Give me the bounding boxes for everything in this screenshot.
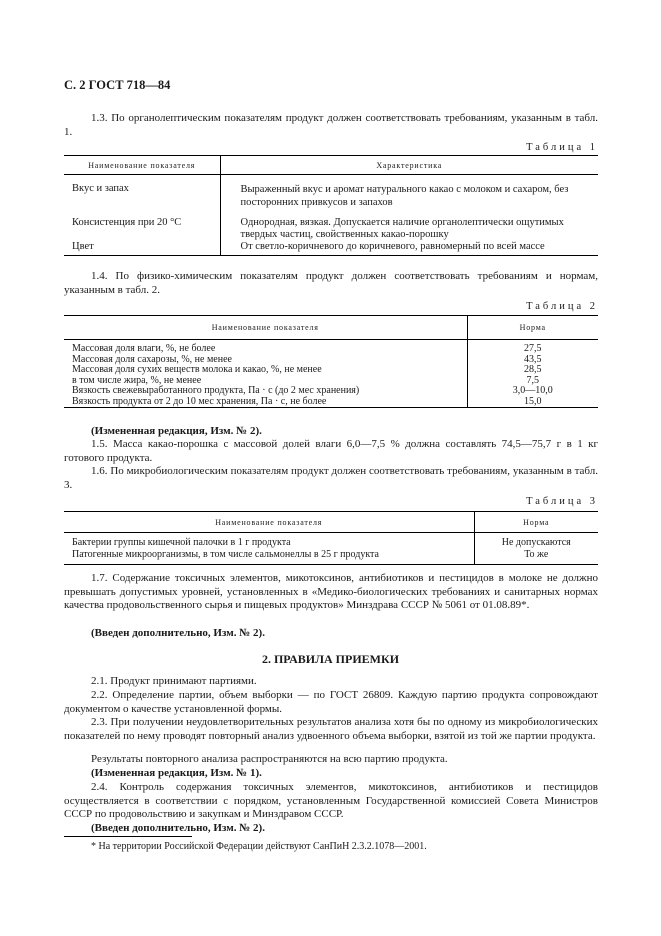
table3-header-name: Наименование показателя <box>215 517 323 527</box>
section-2-title: 2. ПРАВИЛА ПРИЕМКИ <box>261 652 400 666</box>
table2-header-value: Норма <box>467 316 598 340</box>
table1-header-name: Наименование показателя <box>88 160 196 170</box>
table3 <box>64 511 598 565</box>
paragraph-1-6: 1.6. По микробиологическим показателям продукт должен соответствовать требованиям, указанным в табл. 3. <box>64 465 598 491</box>
paragraph-1-3: 1.3. По органолептическим показателям продукт должен соответствовать требованиям, указанным в табл. 1. <box>64 112 598 138</box>
table1-row-value: От светло-коричневого до коричневого, равномерный по всей массе <box>220 241 598 256</box>
table2-row-value: 28,5 <box>467 365 598 376</box>
added-note: (Введен дополнительно, Изм. № 2). <box>91 822 265 834</box>
table2-header-name: Наименование показателя <box>211 323 319 332</box>
table3-caption: Таблица 3 <box>526 496 598 507</box>
table1-header-value: Характеристика <box>220 156 598 175</box>
paragraph-2-2: 2.2. Определение партии, объем выборки — по ГОСТ 26809. Каждую партию продукта сопровождают документом о качестве установленной формы. <box>64 689 598 715</box>
table3-row-value: Не допускаются <box>474 533 598 550</box>
paragraph-1-5: 1.5. Масса какао-порошка с массовой долей влаги 6,0—7,5 % должна составлять 74,5—75,7 г в 1 кг готового продукта. <box>64 438 598 464</box>
table2-row-name: в том числе жира, %, не менее <box>72 374 202 386</box>
table1 <box>64 155 598 256</box>
table2-caption: Таблица 2 <box>526 301 598 312</box>
table2-row-name: Вязкость свежевыработанного продукта, Па · с (до 2 мес хранения) <box>72 385 360 396</box>
table3-row-name: Патогенные микроорганизмы, в том числе сальмонеллы в 25 г продукта <box>72 549 379 560</box>
table1-row-name: Консистенция при 20 °С <box>72 217 182 228</box>
table1-row-value: Выраженный вкус и аромат натурального какао с молоком и сахаром, без посторонних привкусов и запахов <box>220 175 598 214</box>
added-note: (Введен дополнительно, Изм. № 2). <box>91 627 265 639</box>
footnote: * На территории Российской Федерации действуют СанПиН 2.3.2.1078—2001. <box>91 841 427 852</box>
table1-row-name: Цвет <box>72 241 94 252</box>
table2-row-name: Массовая доля влаги, %, не более <box>72 343 216 354</box>
table2-row-name: Массовая доля сухих веществ молока и какао, %, не менее <box>72 364 322 375</box>
table2 <box>64 315 598 408</box>
paragraph-1-4: 1.4. По физико-химическим показателям продукт должен соответствовать требованиям и нормам, указанным в табл. 2. <box>64 270 598 296</box>
edit-note: (Измененная редакция, Изм. № 1). <box>91 767 262 779</box>
page-header: С. 2 ГОСТ 718—84 <box>64 78 171 92</box>
paragraph-2-3-continued: Результаты повторного анализа распространяются на всю партию продукта. <box>91 753 448 765</box>
table1-caption: Таблица 1 <box>526 142 598 153</box>
table3-header-value: Норма <box>474 512 598 533</box>
table2-row-name: Вязкость продукта от 2 до 10 мес хранения, Па · с, не более <box>72 395 327 407</box>
paragraph-2-3: 2.3. При получении неудовлетворительных результатов анализа хотя бы по одному из микробиологических показателей по нему проводят повторный анализ удвоенного объема выборки, взятой из той же партии продукта. <box>64 716 598 742</box>
table2-row-name: Массовая доля сахарозы, %, не менее <box>72 353 232 365</box>
edit-note: (Измененная редакция, Изм. № 2). <box>91 425 262 437</box>
table3-row-value: То же <box>474 549 598 565</box>
paragraph-1-7: 1.7. Содержание токсичных элементов, микотоксинов, антибиотиков и пестицидов в молоке не должно превышать допустимых уровней, установленных в «Медико-биологических требованиях и санитарных нормах качества продовольственного сырья и пищевых продуктов» Минздрава СССР № 5061 от 01.08.89*. <box>64 572 598 612</box>
table2-row-value: 15,0 <box>467 397 598 408</box>
table1-row-value: Однородная, вязкая. Допускается наличие органолептически ощутимых твердых частиц, свойственных какао-порошку <box>220 213 598 241</box>
table2-row-value: 3,0—10,0 <box>467 386 598 397</box>
paragraph-2-4: 2.4. Контроль содержания токсичных элементов, микотоксинов, антибиотиков и пестицидов осуществляется в соответствии с порядком, установленным Государственной комиссией Совета Министров СССР по продовольствию и закупкам и Минздравом СССР. <box>64 781 598 821</box>
footnote-divider <box>64 836 192 837</box>
table3-row-name: Бактерии группы кишечной палочки в 1 г продукта <box>72 537 291 548</box>
table2-row-value: 27,5 <box>467 340 598 355</box>
table2-row-value: 43,5 <box>467 355 598 366</box>
table2-row-value: 7,5 <box>467 376 598 387</box>
table1-row-name: Вкус и запах <box>72 183 129 194</box>
paragraph-2-1: 2.1. Продукт принимают партиями. <box>91 675 257 687</box>
